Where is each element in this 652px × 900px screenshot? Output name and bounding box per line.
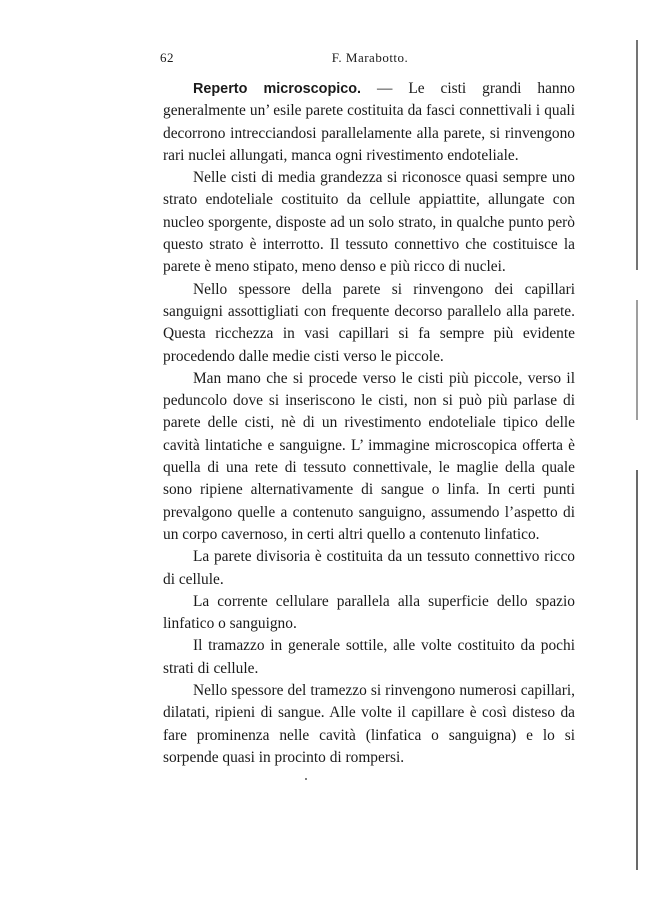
scan-edge-line xyxy=(636,470,638,870)
paragraph-1-text: — Le cisti grandi hanno generalmente un’ esile parete costituita da fasci connettivali i quali decorrono intrecciandosi parallelamente alla parete, si rinvengono rari nuclei allungati, manca ogni rivestimento endoteliale. xyxy=(163,80,575,164)
running-title: F. Marabotto. xyxy=(331,50,409,65)
paragraph-2: Nelle cisti di media grandezza si riconosce quasi sempre uno strato endoteliale costituito da cellule appiattite, allungate con nucleo sporgente, disposte ad un solo strato, in qualche punto però questo strato è interrotto. Il tessuto connettivo che costituisce la parete è meno stipato, meno denso e più ricco di nuclei. xyxy=(163,169,575,276)
running-head xyxy=(160,50,580,70)
print-speck xyxy=(305,778,307,780)
body-text xyxy=(163,78,575,769)
scan-edge-line xyxy=(636,40,638,270)
paragraph-3: Nello spessore della parete si rinvengono dei capillari sanguigni assottigliati con frequente decorso parallelo alla parete. Questa ricchezza in vasi capillari si fa sempre più evidente procedendo dalle medie cisti verso le piccole. xyxy=(163,280,575,365)
paragraph-6: La corrente cellulare parallela alla superficie dello spazio linfatico o sanguigno. xyxy=(163,592,575,633)
page-number: 62 xyxy=(160,50,174,65)
paragraph-1 xyxy=(163,78,575,167)
section-heading: Reperto microscopico. xyxy=(193,81,362,97)
paragraph-7: Il tramazzo in generale sottile, alle volte costituito da pochi strati di cellule. xyxy=(163,637,575,677)
paragraph-8: Nello spessore del tramezzo si rinvengono numerosi capillari, dilatati, ripieni di sangue. Alle volte il capillare è così disteso da fare prominenza nelle cavità (linfatica o sanguigna) e lo si sorpende quasi in procinto di rompersi. xyxy=(163,682,575,766)
paragraph-5: La parete divisoria è costituita da un tessuto connettivo ricco di cellule. xyxy=(163,548,575,588)
scan-edge-line xyxy=(636,300,638,420)
paragraph-4: Man mano che si procede verso le cisti più piccole, verso il peduncolo dove si inseriscono le cisti, non si può più parlase di parete delle cisti, nè di un rivestimento endoteliale tipico delle cavità lintatiche e sanguigne. L’ immagine microscopica offerta è quella di una rete di tessuto connettivale, le maglie della quale sono ripiene alternativamente di sangue o linfa. In certi punti prevalgono quelle a contenuto sanguigno, assumendo l’aspetto di un corpo cavernoso, in certi altri quello a contenuto linfatico. xyxy=(163,369,575,543)
